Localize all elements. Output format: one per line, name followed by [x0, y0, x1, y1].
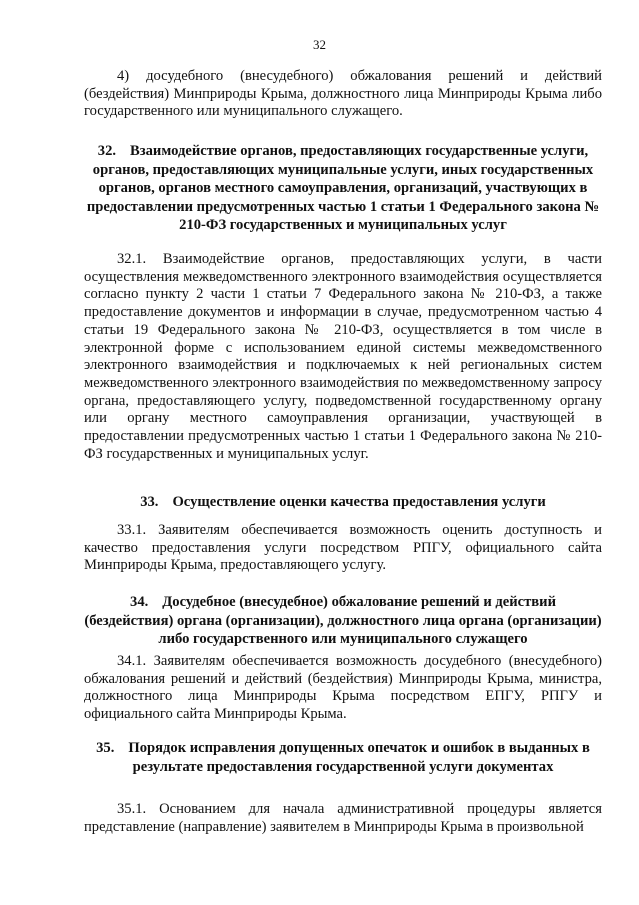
section-33-heading [84, 493, 602, 512]
section-32-body [84, 251, 602, 463]
section-32-number: 32. [97, 143, 117, 159]
section-35-heading [84, 739, 602, 776]
section-33-body [84, 522, 602, 575]
section-35-title: Порядок исправления допущенных опечаток и ошибок в выданных в результате предоставления государственной услуги документах [128, 740, 590, 775]
section-34-body-text: 34.1. Заявителям обеспечивается возможность досудебного (внесудебного) обжалования решений и действий (бездействия) Минприроды Крыма, министра, должностного лица Минприроды Крыма посредством ЕПГУ, РПГУ и официального сайта Минприроды Крыма. [84, 653, 602, 723]
section-34-number: 34. [130, 594, 149, 610]
intro-text: 4) досудебного (внесудебного) обжалования решений и действий (бездействия) Минприроды Крыма, должностного лица Минприроды Крыма либо государственного или муниципального служащего. [84, 68, 602, 120]
section-35-body-text: 35.1. Основанием для начала административной процедуры является представление (направление) заявителем в Минприроды Крыма в произвольной [84, 801, 602, 835]
section-33-title: Осуществление оценки качества предоставления услуги [172, 494, 546, 510]
section-33-body-text: 33.1. Заявителям обеспечивается возможность оценить доступность и качество предоставления услуги посредством РПГУ, официального сайта Минприроды Крыма, предоставляющего услугу. [84, 522, 602, 574]
section-35-body [84, 801, 602, 836]
page-number: 32 [313, 37, 326, 52]
section-32-heading [84, 142, 602, 235]
section-33-number: 33. [140, 494, 159, 510]
section-34-body [84, 653, 602, 724]
section-34-heading [84, 593, 602, 649]
intro-paragraph [84, 68, 602, 121]
section-35-number: 35. [96, 740, 115, 756]
section-32-body-text: 32.1. Взаимодействие органов, предоставляющих услуги, в части осуществления межведомственного электронного взаимодействия осуществляется согласно пункту 2 части 1 статьи 7 Федерального закона № 210-ФЗ, а также предоставление документов и информации в случае, предусмотренном частью 4 статьи 19 Федерального закона № 210-ФЗ, осуществляется в том числе в электронной форме с использованием единой системы межведомственного электронного взаимодействия и подключаемых к ней региональных систем межведомственного электронного взаимодействия по межведомственному запросу органа, предоставляющего услугу, подведомственной государственному органу или органу местного самоуправления организации, участвующей в предоставлении предусмотренных частью 1 статьи 1 Федерального закона № 210-ФЗ государственных и муниципальных услуг. [84, 251, 602, 462]
section-32-title: Взаимодействие органов, предоставляющих государственные услуги, органов, предоставляющих муниципальные услуги, иных государственных органов, органов местного самоуправления, организаций, участвующих в предоставлении предусмотренных частью 1 статьи 1 Федерального закона № 210-ФЗ государственных и муниципальных услуг [86, 143, 600, 233]
section-34-title: Досудебное (внесудебное) обжалование решений и действий (бездействия) органа (организации), должностного лица органа (организации) либо государственного или муниципального служащего [84, 594, 602, 647]
